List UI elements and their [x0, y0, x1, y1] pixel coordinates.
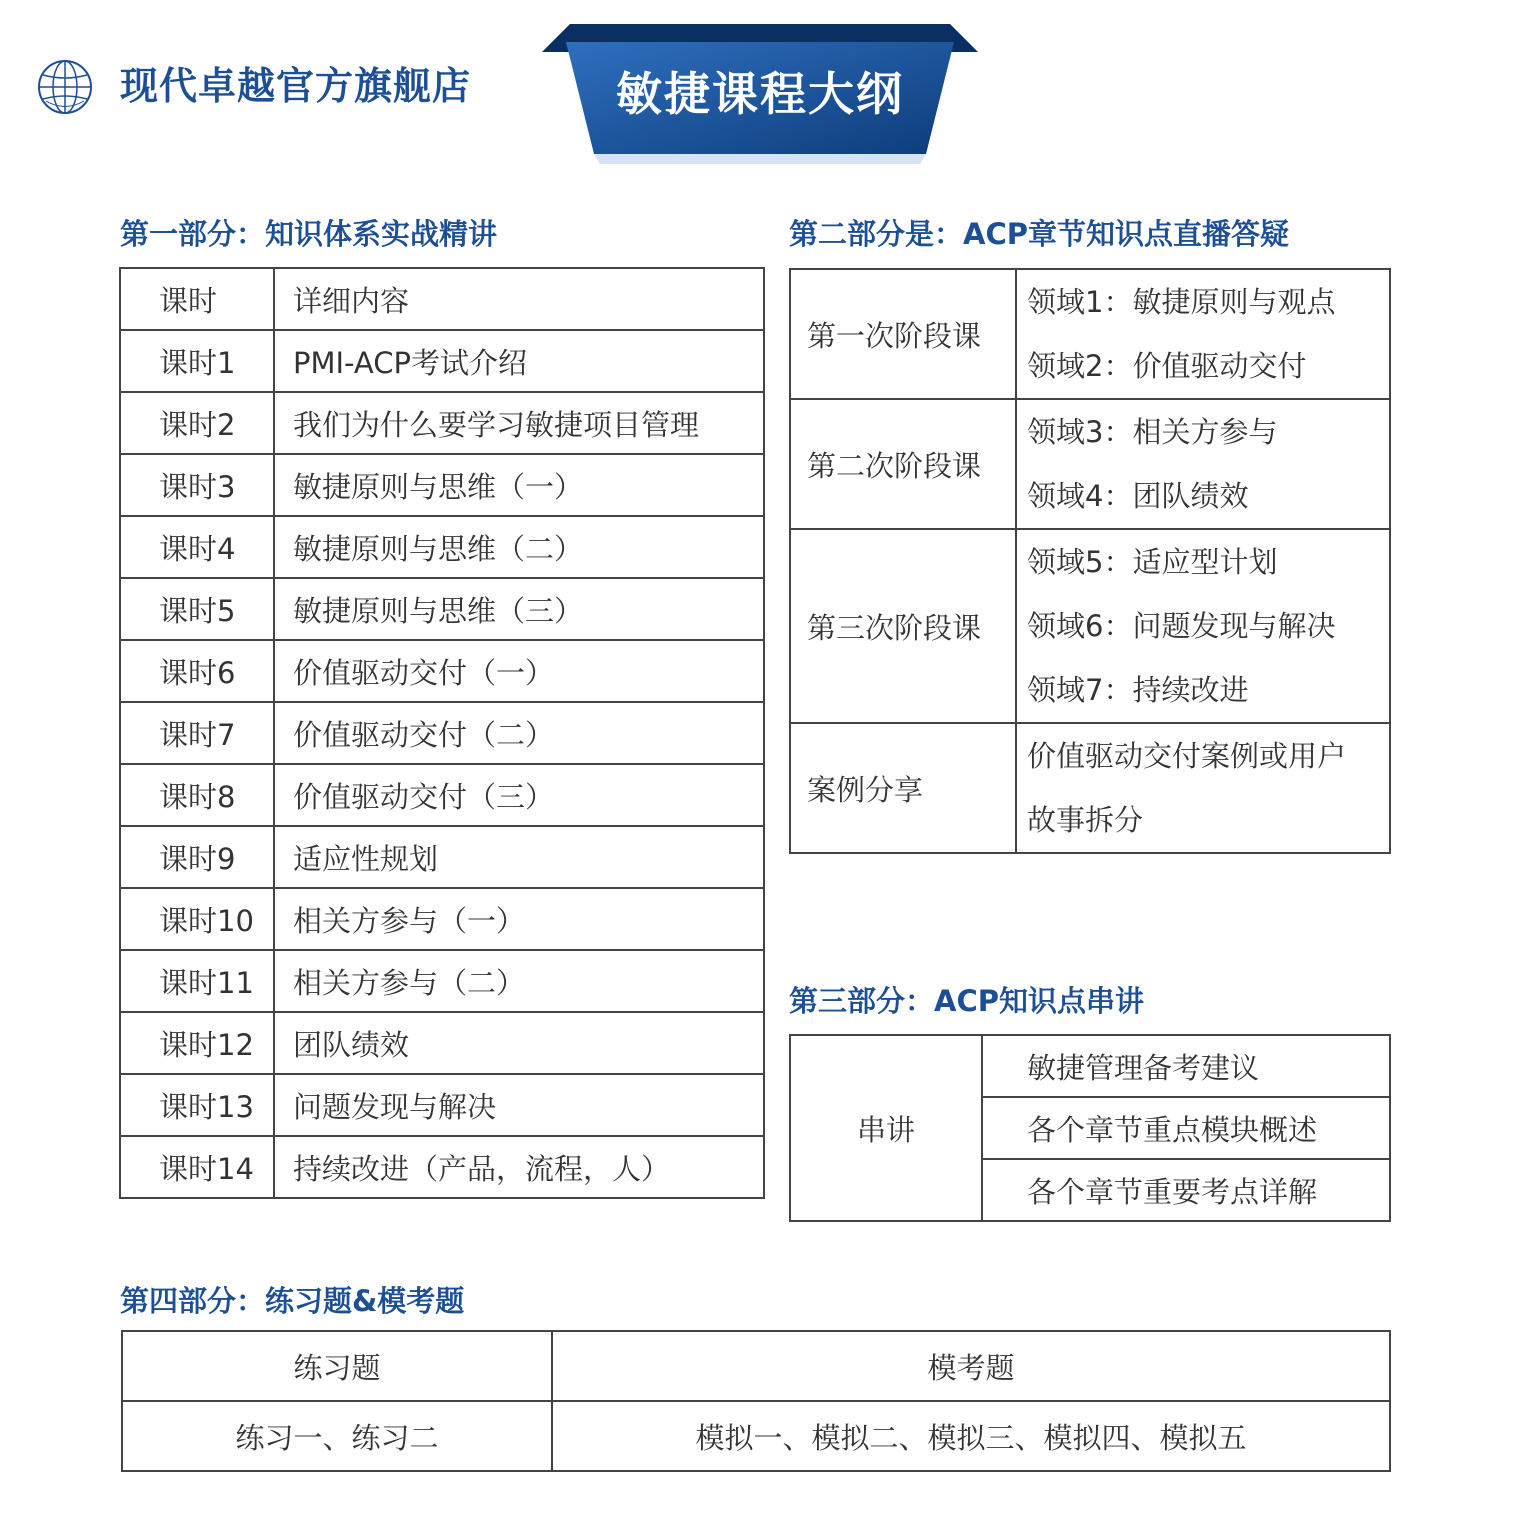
- stage-cell: 第三次阶段课: [790, 529, 1016, 723]
- table-row: [120, 826, 764, 888]
- table-row: [122, 1401, 1390, 1471]
- mock-exam-cell: 模拟一、模拟二、模拟三、模拟四、模拟五: [552, 1401, 1390, 1471]
- domain-item: 领域3：相关方参与: [1027, 415, 1278, 449]
- table-row: [120, 1074, 764, 1136]
- lesson-number-cell: 课时12: [120, 1012, 274, 1074]
- items-cell: [1016, 269, 1390, 399]
- header-cell: 模考题: [552, 1331, 1390, 1401]
- table-row: [120, 950, 764, 1012]
- header-cell: 练习题: [122, 1331, 552, 1401]
- lesson-content-cell: 价值驱动交付（二）: [274, 702, 764, 764]
- stage-cell: 第一次阶段课: [790, 269, 1016, 399]
- lesson-content-cell: 问题发现与解决: [274, 1074, 764, 1136]
- lesson-content-cell: 团队绩效: [274, 1012, 764, 1074]
- items-cell: [1016, 723, 1390, 853]
- part2-title: 第二部分是：ACP章节知识点直播答疑: [789, 217, 1289, 251]
- domain-item: 领域7：持续改进: [1027, 673, 1249, 707]
- lesson-number-cell: 课时9: [120, 826, 274, 888]
- lesson-number-cell: 课时14: [120, 1136, 274, 1198]
- items-cell: [1016, 399, 1390, 529]
- lesson-content-cell: 持续改进（产品，流程，人）: [274, 1136, 764, 1198]
- review-item: 各个章节重要考点详解: [982, 1159, 1390, 1221]
- part2-stage-table: [789, 268, 1391, 854]
- table-row: [120, 578, 764, 640]
- lesson-content-cell: 相关方参与（二）: [274, 950, 764, 1012]
- lesson-content-cell: 敏捷原则与思维（一）: [274, 454, 764, 516]
- table-row: [120, 330, 764, 392]
- lesson-number-cell: 课时5: [120, 578, 274, 640]
- lesson-content-cell: 我们为什么要学习敏捷项目管理: [274, 392, 764, 454]
- review-label-cell: 串讲: [790, 1035, 982, 1221]
- case-item: 故事拆分: [1027, 803, 1144, 837]
- part4-title: 第四部分：练习题&模考题: [120, 1284, 465, 1318]
- lesson-content-cell: PMI-ACP考试介绍: [274, 330, 764, 392]
- table-row: [120, 454, 764, 516]
- table-row: [120, 1012, 764, 1074]
- lesson-number-cell: 课时1: [120, 330, 274, 392]
- lesson-content-cell: 价值驱动交付（三）: [274, 764, 764, 826]
- domain-item: 领域1：敏捷原则与观点: [1027, 285, 1336, 319]
- lesson-number-cell: 课时4: [120, 516, 274, 578]
- domain-item: 领域5：适应型计划: [1027, 545, 1278, 579]
- part4-exercise-table: [121, 1330, 1391, 1472]
- table-row: [790, 269, 1390, 399]
- part1-lesson-table: [119, 267, 765, 1199]
- review-item: 敏捷管理备考建议: [982, 1035, 1390, 1097]
- part1-title: 第一部分：知识体系实战精讲: [120, 217, 498, 251]
- lesson-number-cell: 课时13: [120, 1074, 274, 1136]
- review-item: 各个章节重点模块概述: [982, 1097, 1390, 1159]
- store-name: 现代卓越官方旗舰店: [120, 64, 472, 108]
- table-row: [120, 888, 764, 950]
- case-item: 价值驱动交付案例或用户: [1027, 739, 1347, 773]
- lesson-number-cell: 课时3: [120, 454, 274, 516]
- lesson-number-cell: 课时10: [120, 888, 274, 950]
- part3-review-table: [789, 1034, 1391, 1222]
- globe-logo-icon: [34, 56, 96, 118]
- table-row: [790, 1035, 1390, 1097]
- lesson-content-cell: 价值驱动交付（一）: [274, 640, 764, 702]
- stage-cell: 第二次阶段课: [790, 399, 1016, 529]
- domain-item: 领域6：问题发现与解决: [1027, 609, 1336, 643]
- header-cell: 详细内容: [274, 268, 764, 330]
- table-row: [120, 702, 764, 764]
- table-row: [120, 516, 764, 578]
- lesson-number-cell: 课时8: [120, 764, 274, 826]
- domain-item: 领域4：团队绩效: [1027, 479, 1249, 513]
- table-row: [120, 764, 764, 826]
- table-row: [790, 529, 1390, 723]
- table-header-row: [120, 268, 764, 330]
- stage-cell: 案例分享: [790, 723, 1016, 853]
- header-cell: 课时: [120, 268, 274, 330]
- items-cell: [1016, 529, 1390, 723]
- lesson-content-cell: 适应性规划: [274, 826, 764, 888]
- part3-title: 第三部分：ACP知识点串讲: [789, 984, 1144, 1018]
- table-row: [120, 392, 764, 454]
- lesson-number-cell: 课时7: [120, 702, 274, 764]
- lesson-number-cell: 课时6: [120, 640, 274, 702]
- lesson-number-cell: 课时2: [120, 392, 274, 454]
- table-row: [790, 399, 1390, 529]
- domain-item: 领域2：价值驱动交付: [1027, 349, 1307, 383]
- exercise-cell: 练习一、练习二: [122, 1401, 552, 1471]
- lesson-content-cell: 敏捷原则与思维（二）: [274, 516, 764, 578]
- table-row: [120, 640, 764, 702]
- banner-title: 敏捷课程大纲: [616, 67, 904, 121]
- lesson-content-cell: 敏捷原则与思维（三）: [274, 578, 764, 640]
- table-header-row: [122, 1331, 1390, 1401]
- table-row: [790, 723, 1390, 853]
- lesson-number-cell: 课时11: [120, 950, 274, 1012]
- lesson-content-cell: 相关方参与（一）: [274, 888, 764, 950]
- table-row: [120, 1136, 764, 1198]
